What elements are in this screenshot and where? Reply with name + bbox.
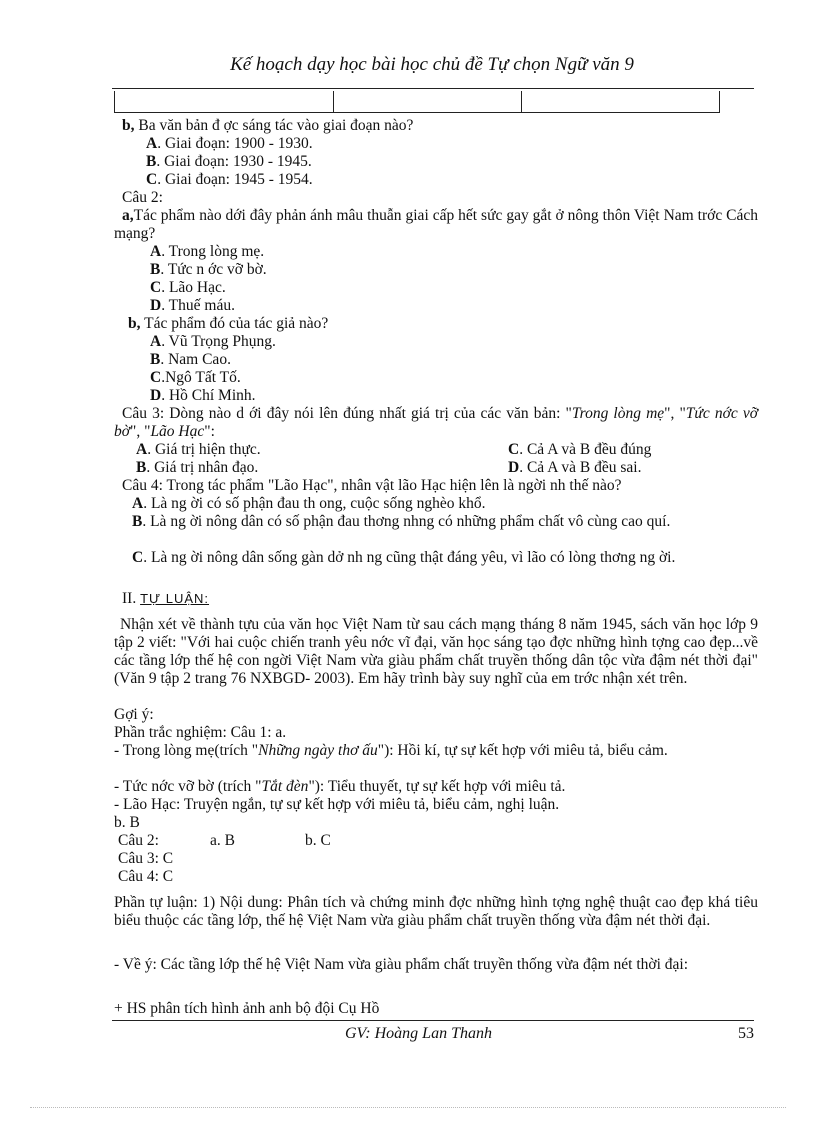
- option-c: C. Lão Hạc.: [150, 279, 226, 296]
- q2-a: a,Tác phẩm nào dới đây phản ánh mâu thuẫn giai cấp hết sức gay gắt ở nông thôn Việt Nam trớc Cách mạng?: [114, 207, 758, 242]
- option-a: A. Là ng ời có số phận đau th ong, cuộc sống nghèo khổ.: [132, 495, 486, 512]
- footer-teacher: GV: Hoàng Lan Thanh: [345, 1025, 492, 1042]
- essay-heading: II. TỰ LUẬN:: [122, 590, 210, 607]
- option-b: B. Tức n ớc vỡ bờ.: [150, 261, 267, 278]
- q4-text: Câu 4: Trong tác phẩm "Lão Hạc", nhân vật lão Hạc hiện lên là ngời nh thế nào?: [122, 477, 622, 494]
- hint-line: - Trong lòng mẹ(trích "Những ngày thơ ấu"): Hồi kí, tự sự kết hợp với miêu tả, biểu cảm.: [114, 742, 668, 759]
- option-b: B. Giai đoạn: 1930 - 1945.: [146, 153, 312, 170]
- answer-q3: Câu 3: C: [118, 850, 174, 867]
- answer-q4: Câu 4: C: [118, 868, 174, 885]
- essay-idea-hint: - Về ý: Các tầng lớp thế hệ Việt Nam vừa giàu phẩm chất truyền thống vừa đậm nét thời đại:: [114, 956, 689, 973]
- option-b: B. Giá trị nhân đạo.: [136, 459, 259, 476]
- hints-heading: Gợi ý:: [114, 706, 154, 723]
- mc-answer-intro: Phần trắc nghiệm: Câu 1: a.: [114, 724, 287, 741]
- option-d: D. Hồ Chí Minh.: [150, 387, 256, 404]
- option-b: B. Nam Cao.: [150, 351, 231, 368]
- q2-b: b, Tác phẩm đó của tác giả nào?: [128, 315, 329, 332]
- essay-prompt: Nhận xét về thành tựu của văn học Việt Nam từ sau cách mạng tháng 8 năm 1945, sách văn học lớp 9 tập 2 viết: "Với hai cuộc chiến tranh yêu nớc vĩ đại, văn học sáng tạo đợc những hình tợng cao đẹp...về các tầng lớp thế hệ con ngời Việt Nam vừa giàu phẩm chất truyền thống dân tộc vừa đậm nét thời đại" (Văn 9 tập 2 trang 76 NXBGD- 2003). Em hãy trình bày suy nghĩ của em trớc nhận xét trên.: [114, 616, 758, 687]
- option-a: A. Giá trị hiện thực.: [136, 441, 261, 458]
- answer-q2-b: b. C: [305, 832, 331, 849]
- option-d: D. Cả A và B đều sai.: [508, 459, 642, 476]
- table-divider: [521, 91, 522, 112]
- page-bottom-dots: [30, 1107, 786, 1108]
- table-divider: [333, 91, 334, 112]
- option-b: B. Là ng ời nông dân có số phận đau thơng nhng có những phẩm chất vô cùng cao quí.: [132, 513, 671, 530]
- hint-line: - Lão Hạc: Truyện ngắn, tự sự kết hợp với miêu tả, biểu cảm, nghị luận.: [114, 796, 560, 813]
- hint-line: - Tức nớc vỡ bờ (trích "Tắt đèn"): Tiểu thuyết, tự sự kết hợp với miêu tả.: [114, 778, 566, 795]
- table-remnant: [114, 91, 720, 113]
- option-c: C. Giai đoạn: 1945 - 1954.: [146, 171, 313, 188]
- q1-b: b, Ba văn bản đ ợc sáng tác vào giai đoạn nào?: [122, 117, 414, 134]
- answer-q2-label: Câu 2:: [118, 832, 159, 849]
- page-header-title: Kế hoạch dạy học bài học chủ đề Tự chọn Ngữ văn 9: [230, 54, 634, 75]
- footer-rule: [112, 1020, 754, 1021]
- q3-text: Câu 3: Dòng nào d ới đây nói lên đúng nhất giá trị của các văn bản: "Trong lòng mẹ", "Tức nớc vỡ bờ", "Lão Hạc":: [114, 405, 759, 440]
- essay-last-line: + HS phân tích hình ảnh anh bộ đội Cụ Hồ: [114, 1000, 380, 1017]
- option-a: A. Vũ Trọng Phụng.: [150, 333, 276, 350]
- page-number: 53: [738, 1025, 754, 1042]
- header-rule: [112, 88, 754, 89]
- option-c: C. Là ng ời nông dân sống gàn dở nh ng cũng thật đáng yêu, vì lão có lòng thơng ng ời.: [132, 549, 676, 566]
- answer-q2-a: a. B: [210, 832, 235, 849]
- option-c: C. Cả A và B đều đúng: [508, 441, 652, 458]
- essay-content-hint: Phần tự luận: 1) Nội dung: Phân tích và chứng minh đợc những hình tợng nghệ thuật cao đẹp khá tiêu biểu thuộc các tầng lớp, thế hệ Việt Nam vừa giàu phẩm chất truyền thống vừa đậm nét thời đại.: [114, 894, 758, 929]
- q2-heading: Câu 2:: [122, 189, 163, 206]
- option-c: C.Ngô Tất Tố.: [150, 369, 241, 386]
- option-a: A. Trong lòng mẹ.: [150, 243, 265, 260]
- hint-line: b. B: [114, 814, 140, 831]
- option-a: A. Giai đoạn: 1900 - 1930.: [146, 135, 313, 152]
- option-d: D. Thuế máu.: [150, 297, 235, 314]
